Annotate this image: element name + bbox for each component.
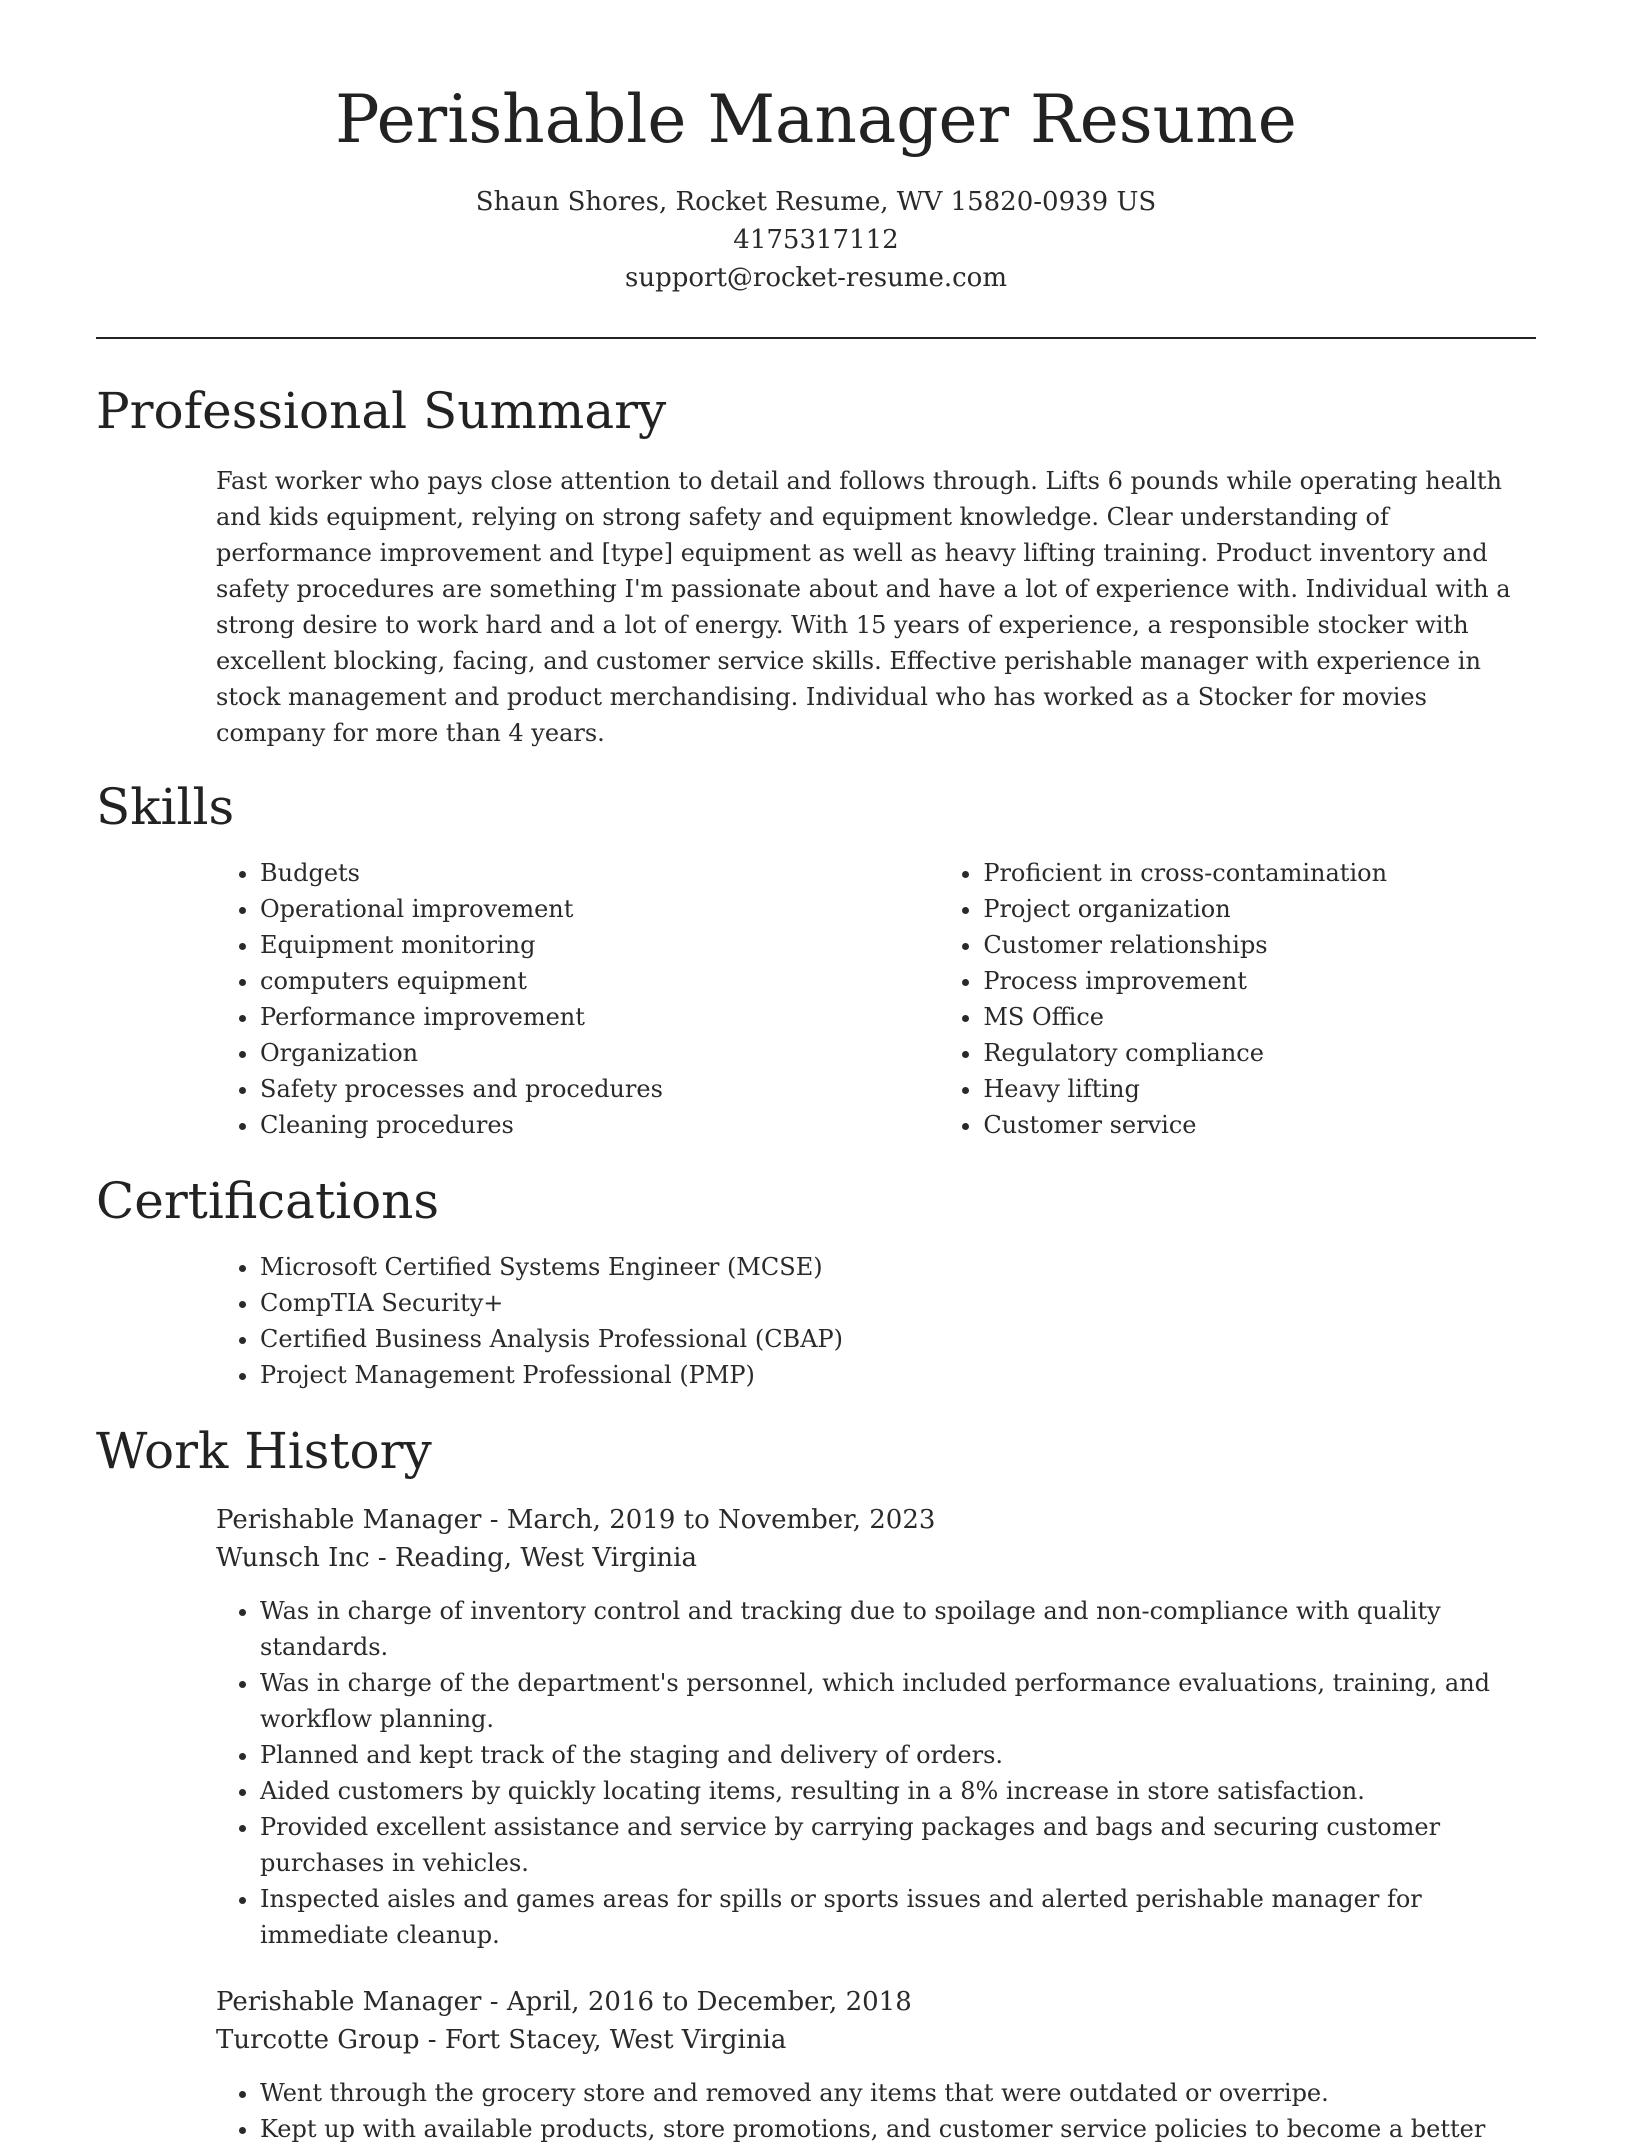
skills-column-1	[96, 855, 821, 1143]
skills-list	[96, 855, 1536, 1143]
skill-item: • Heavy lifting	[983, 1071, 1536, 1107]
contact-email: support@rocket-resume.com	[624, 262, 1007, 293]
summary-heading: Professional Summary	[96, 381, 667, 440]
skill-item: • Customer relationships	[983, 927, 1536, 963]
certification-item: • Certified Business Analysis Professional (CBAP)	[260, 1321, 1536, 1357]
page-title: Perishable Manager Resume	[335, 81, 1297, 158]
skill-item: • Project organization	[983, 891, 1536, 927]
skill-item: • Organization	[260, 1035, 821, 1071]
job-bullets	[216, 2075, 1536, 2147]
job-location: Reading, West Virginia	[394, 1542, 697, 1573]
job-role: Perishable Manager	[216, 1986, 482, 2017]
skills-heading: Skills	[96, 777, 235, 836]
job-bullet: • Provided excellent assistance and service by carrying packages and bags and securing customer purchases in vehicles.	[260, 1809, 1536, 1881]
contact-address: Shaun Shores, Rocket Resume, WV 15820-0939 US	[475, 186, 1157, 217]
job-bullet: • Went through the grocery store and removed any items that were outdated or overripe.	[260, 2075, 1536, 2111]
work-history-heading: Work History	[96, 1421, 432, 1480]
job-bullet: • Was in charge of inventory control and tracking due to spoilage and non-compliance with quality standards.	[260, 1593, 1536, 1665]
job-bullet: • Was in charge of the department's personnel, which included performance evaluations, training, and workflow planning.	[260, 1665, 1536, 1737]
job-bullet: • Inspected aisles and games areas for spills or sports issues and alerted perishable manager for immediate cleanup.	[260, 1881, 1536, 1953]
resume-header	[96, 0, 1536, 297]
skill-item: • Customer service	[983, 1107, 1536, 1143]
job-company: Turcotte Group	[216, 2024, 420, 2055]
skill-item: • Safety processes and procedures	[260, 1071, 821, 1107]
skill-item: • computers equipment	[260, 963, 821, 999]
job-bullet: • Planned and kept track of the staging and delivery of orders.	[260, 1737, 1536, 1773]
certification-item: • Microsoft Certified Systems Engineer (MCSE)	[260, 1249, 1536, 1285]
skill-item: • Operational improvement	[260, 891, 821, 927]
certification-item: • CompTIA Security+	[260, 1285, 1536, 1321]
certification-item: • Project Management Professional (PMP)	[260, 1357, 1536, 1393]
skill-item: • Proficient in cross-contamination	[983, 855, 1536, 891]
job-location: Fort Stacey, West Virginia	[444, 2024, 787, 2055]
job-company: Wunsch Inc	[216, 1542, 370, 1573]
job-entry	[216, 1501, 1536, 1953]
job-bullets	[216, 1593, 1536, 1953]
job-dates: March, 2019 to November, 2023	[506, 1504, 936, 1535]
job-title-line: Perishable Manager - March, 2019 to November, 2023	[216, 1504, 936, 1535]
job-bullet: • Kept up with available products, store promotions, and customer service policies to become a better	[260, 2111, 1536, 2147]
certifications-list	[96, 1249, 1536, 1393]
job-bullet: • Aided customers by quickly locating items, resulting in a 8% increase in store satisfaction.	[260, 1773, 1536, 1809]
job-title-line: Perishable Manager - April, 2016 to December, 2018	[216, 1986, 912, 2017]
job-entry	[216, 1983, 1536, 2147]
skill-item: • Performance improvement	[260, 999, 821, 1035]
skill-item: • Equipment monitoring	[260, 927, 821, 963]
skills-column-2	[821, 855, 1536, 1143]
job-dates: April, 2016 to December, 2018	[506, 1986, 912, 2017]
job-company-line: Turcotte Group - Fort Stacey, West Virginia	[216, 2024, 787, 2055]
certifications-heading: Certifications	[96, 1171, 440, 1230]
skill-item: • Regulatory compliance	[983, 1035, 1536, 1071]
skill-item: • Process improvement	[983, 963, 1536, 999]
contact-phone: 4175317112	[733, 224, 899, 255]
job-role: Perishable Manager	[216, 1504, 482, 1535]
header-divider	[96, 337, 1536, 339]
skill-item: • Budgets	[260, 855, 821, 891]
skill-item: • MS Office	[983, 999, 1536, 1035]
resume-page	[96, 0, 1536, 2147]
summary-text: Fast worker who pays close attention to detail and follows through. Lifts 6 pounds while operating health and kids equipment, relying on strong safety and equipment knowledge. Clear understanding of performance improvement and [type] equipment as well as heavy lifting training. Product inventory and safety procedures are something I'm passionate about and have a lot of experience with. Individual with a strong desire to work hard and a lot of energy. With 15 years of experience, a responsible stocker with excellent blocking, facing, and customer service skills. Effective perishable manager with experience in stock management and product merchandising. Individual who has worked as a Stocker for movies company for more than 4 years.	[216, 466, 1511, 747]
job-company-line: Wunsch Inc - Reading, West Virginia	[216, 1542, 697, 1573]
skill-item: • Cleaning procedures	[260, 1107, 821, 1143]
